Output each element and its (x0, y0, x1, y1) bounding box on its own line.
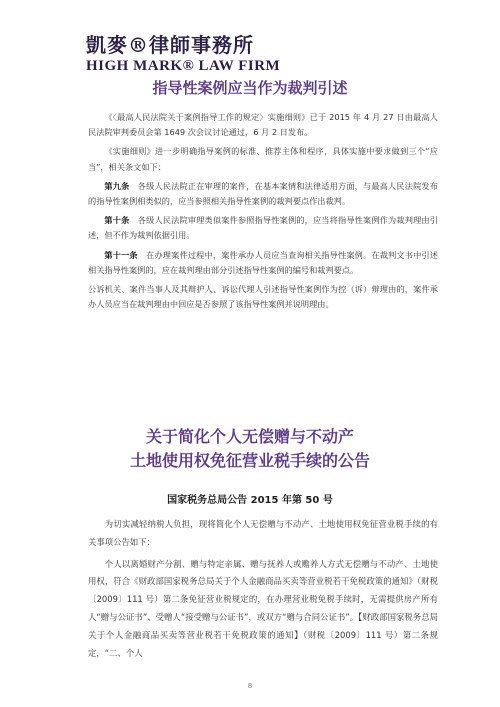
section2-title (0, 425, 500, 473)
paragraph-text: 公诉机关、案件当事人及其辩护人、诉讼代理人引述指导性案例作为控（诉）辩理由的，案件承办人员应当在裁判理由中回应是否参照了该指导性案例并说明理由。 (88, 284, 438, 310)
firm-name-chinese: 凱麥®律師事務所 (86, 33, 254, 57)
paragraph (88, 213, 438, 243)
paragraph: 为切实减轻纳税人负担，现将简化个人无偿赠与不动产、土地使用权免征营业税手续的有关事项公告如下： (88, 519, 438, 547)
article-number: 第十条 (104, 215, 130, 226)
section2-body (88, 516, 438, 662)
page-number: 8 (247, 682, 253, 690)
section1-title: 指导性案例应当作为裁判引述 (152, 79, 348, 97)
paragraph (88, 282, 438, 312)
announcement-number: 国家税务总局公告 2015 年第 50 号 (167, 495, 333, 506)
section2-title-line2: 土地使用权免征营业税手续的公告 (129, 451, 370, 470)
paragraph-text: 在办理案件过程中，案件承办人员应当查询相关指导性案例。在裁判文书中引述相关指导性案例的，应在裁判理由部分引述指导性案例的编号和裁判要点。 (88, 249, 438, 275)
section2-title-line1: 关于简化个人无偿赠与不动产 (145, 427, 354, 446)
section1-body (88, 110, 438, 312)
firm-name-english: HIGH MARK® LAW FIRM (86, 58, 281, 74)
paragraph-text: 各级人民法院审理类似案件参照指导性案例的，应当将指导性案例作为裁判理由引述，但不作为裁判依据引用。 (88, 215, 438, 241)
paragraph (88, 144, 438, 174)
paragraph-text: 《实施细则》进一步明确指导案例的标准、推荐主体和程序，具体实施中要求做到三个“应当”，相关条文如下： (88, 146, 438, 172)
paragraph-text: 《〈最高人民法院关于案例指导工作的规定〉实施细则》已于 2015 年 4 月 27 日由最高人民法院审判委员会第 1649 次会议讨论通过，6 月 2 日发布。 (88, 112, 438, 138)
article-number: 第十一条 (104, 249, 138, 260)
paragraph-text: 各级人民法院正在审理的案件，在基本案情和法律适用方面，与最高人民法院发布的指导性案例相类似的，应当参照相关指导性案例的裁判要点作出裁判。 (88, 180, 438, 207)
paragraph (88, 248, 438, 278)
paragraph (88, 110, 438, 140)
firm-logo (86, 34, 280, 75)
paragraph: 个人以离婚财产分割、赠与特定亲属、赠与抚养人或赡养人方式无偿赠与不动产、土地使用权，符合《财政部国家税务总局关于个人金融商品买卖等营业税若干免税政策的通知》（财税〔2009〕111 号）第二条免征营业税规定的，在办理营业税免税手续时，无需提供房产所有人“赠与公证书”、受赠人“接受赠与公证书”，或双方“赠与合同公证书”。【财政部国家税务总局关于个人金融商品买卖等营业税若干免税政策的通知】（财税〔2009〕111 号）第二条规定，“二、个人 (88, 558, 438, 658)
article-number: 第九条 (104, 180, 130, 191)
paragraph (88, 179, 438, 209)
